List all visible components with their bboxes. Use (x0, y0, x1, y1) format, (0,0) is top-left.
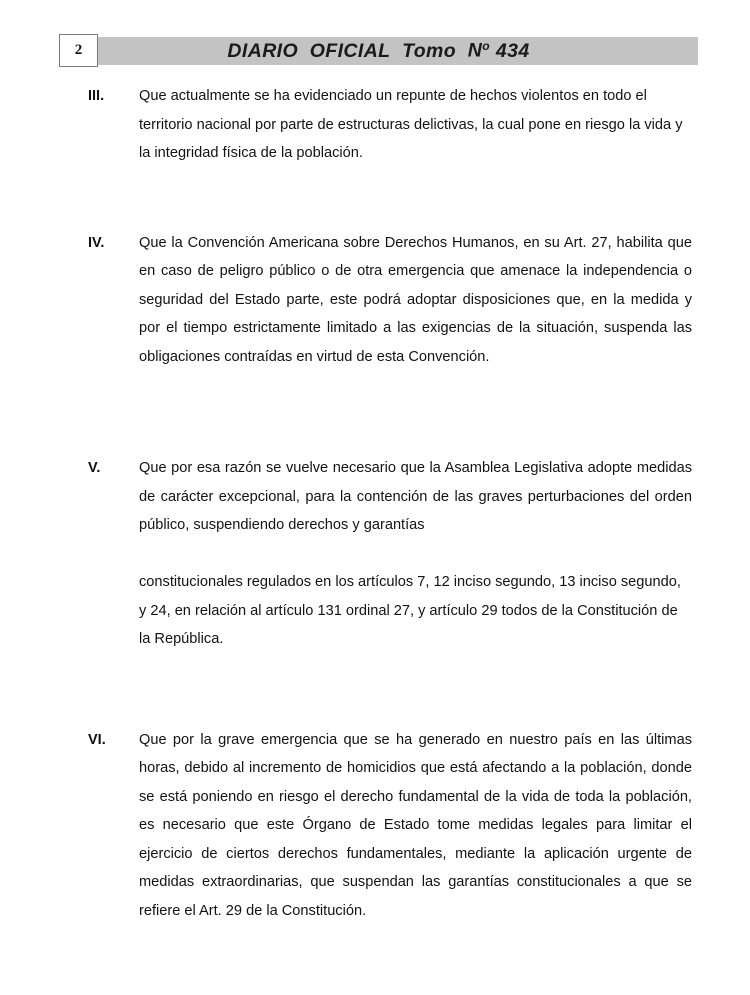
clause-marker: VI. (88, 731, 106, 748)
clause-paragraph: Que por esa razón se vuelve necesario que la Asamblea Legislativa adopte medidas de carácter excepcional, para la contención de las graves perturbaciones del orden público, suspendiendo derechos y garantías (139, 460, 692, 533)
header-title-spacer-2 (456, 40, 468, 63)
volume-label: Tomo (402, 39, 457, 62)
clause-marker: V. (88, 460, 101, 476)
clause-body (139, 454, 692, 654)
clause-body (139, 726, 692, 926)
clause-paragraph: Que por la grave emergencia que se ha generado en nuestro país en las últimas horas, debido al incremento de homicidios que está afectando a la población, donde se está poniendo en riesgo el derecho fundamental de la vida de toda la población, es necesario que este Órgano de Estado tome medidas legales para limitar el ejercicio de ciertos derechos fundamentales, mediante la aplicación urgente de medidas extraordinarias, que suspendan las garantías constitucionales a que se refiere el Art. 29 de la Constitución. (139, 731, 692, 919)
page-number: 2 (74, 42, 83, 58)
publication-name: DIARIO OFICIAL (227, 39, 391, 62)
clause-iv (88, 229, 692, 372)
volume-number-ordinal (468, 39, 490, 62)
header-title-spacer (391, 40, 403, 63)
clause-marker: III. (88, 88, 105, 104)
page-header-bar (59, 37, 698, 65)
page-header-title (59, 37, 698, 65)
volume-number: 434 (495, 39, 530, 62)
clause-v (88, 454, 692, 654)
page-number-box (59, 34, 98, 67)
clause-vi (88, 726, 692, 926)
clause-paragraph: Que actualmente se ha evidenciado un repunte de hechos violentos en todo el territorio nacional por parte de estructuras delictivas, la cual pone en riesgo la vida y la integridad física de la población. (139, 88, 683, 161)
clause-body (139, 229, 692, 372)
ordinal-indicator: o (482, 39, 490, 54)
clause-marker: IV. (88, 234, 105, 251)
clause-body (139, 82, 692, 168)
document-body (88, 82, 692, 925)
clause-paragraph: Que la Convención Americana sobre Derechos Humanos, en su Art. 27, habilita que en caso de peligro público o de otra emergencia que amenace la independencia o seguridad del Estado parte, este podrá adoptar disposiciones que, en la medida y por el tiempo estrictamente limitado a las exigencias de la situación, suspenda las obligaciones contraídas en virtud de esta Convención. (139, 234, 692, 365)
clause-paragraph-continuation: constitucionales regulados en los artículos 7, 12 inciso segundo, 13 inciso segundo, y 24, en relación al artículo 131 ordinal 27, y artículo 29 todos de la Constitución de la República. (139, 574, 681, 647)
number-prefix: N (467, 39, 483, 62)
clause-iii (88, 82, 692, 168)
